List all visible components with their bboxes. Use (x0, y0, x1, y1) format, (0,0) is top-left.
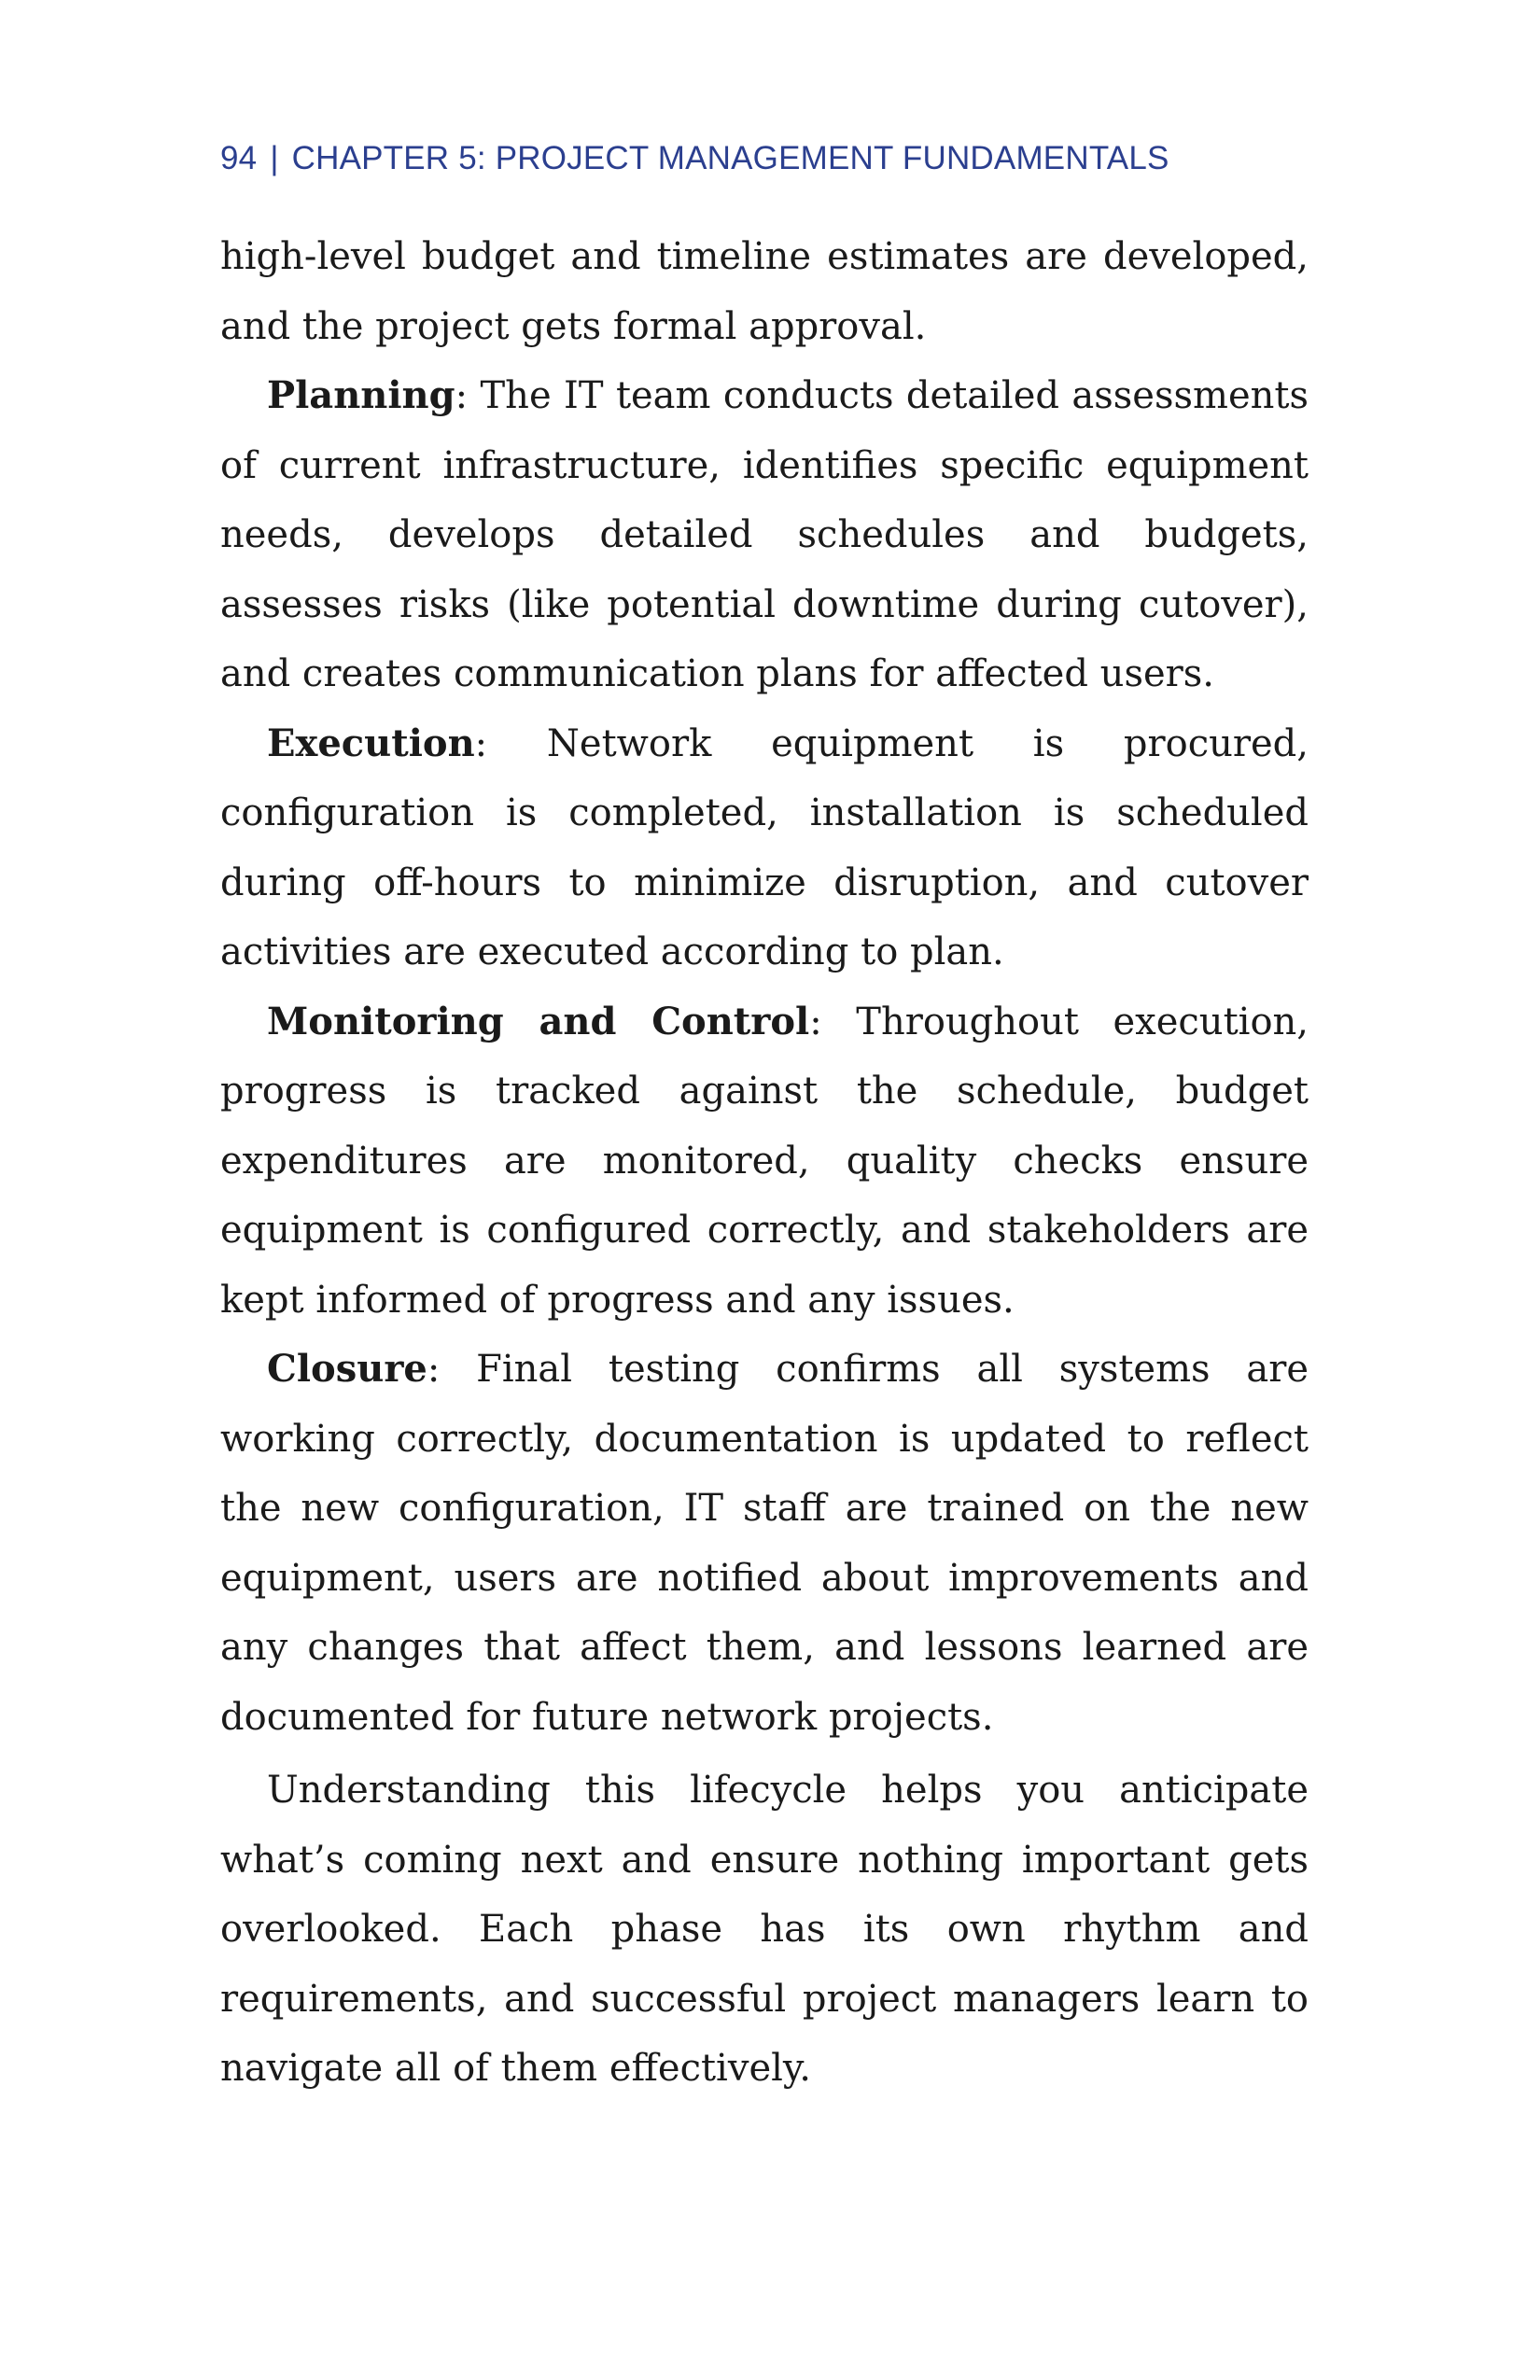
header-separator: | (270, 140, 279, 176)
execution-paragraph (220, 709, 1309, 987)
page-number: 94 (220, 140, 258, 176)
running-header (220, 140, 1169, 177)
monitoring-paragraph (220, 987, 1309, 1336)
planning-text: : The IT team conducts detailed assessments of current infrastructure, identifies specific equipment needs, develops detailed schedules and budgets, assesses risks (like potential downtime during cutover), and creates communication plans for affected users. (220, 374, 1309, 695)
planning-term: Planning (267, 373, 455, 417)
closure-text: : Final testing confirms all systems are working correctly, documentation is updated to reflect the new configuration, IT staff are trained on the new equipment, users are notified about improvements and any changes that affect them, and lessons learned are documented for future network projects. (220, 1348, 1309, 1739)
monitoring-text: : Throughout execution, progress is tracked against the schedule, budget expenditures are monitored, quality checks ensure equipment is configured correctly, and stakeholders are kept informed of progress and any issues. (220, 1000, 1309, 1322)
execution-text: : Network equipment is procured, configuration is completed, installation is scheduled during off-hours to minimize disruption, and cutover activities are executed according to plan. (220, 721, 1309, 973)
chapter-title: CHAPTER 5: PROJECT MANAGEMENT FUNDAMENTALS (291, 140, 1169, 176)
monitoring-term: Monitoring and Control (267, 999, 810, 1043)
planning-paragraph (220, 361, 1309, 709)
body-text (220, 222, 1309, 2104)
closure-term: Closure (267, 1347, 427, 1391)
intro-continuation-paragraph: high-level budget and timeline estimates are developed, and the project gets formal approval. (220, 235, 1309, 348)
conclusion-paragraph: Understanding this lifecycle helps you anticipate what’s coming next and ensure nothing important gets overlooked. Each phase has its own rhythm and requirements, and successful project managers learn to navigate all of them effectively. (220, 1769, 1309, 2090)
execution-term: Execution (267, 721, 475, 765)
closure-paragraph (220, 1335, 1309, 1752)
